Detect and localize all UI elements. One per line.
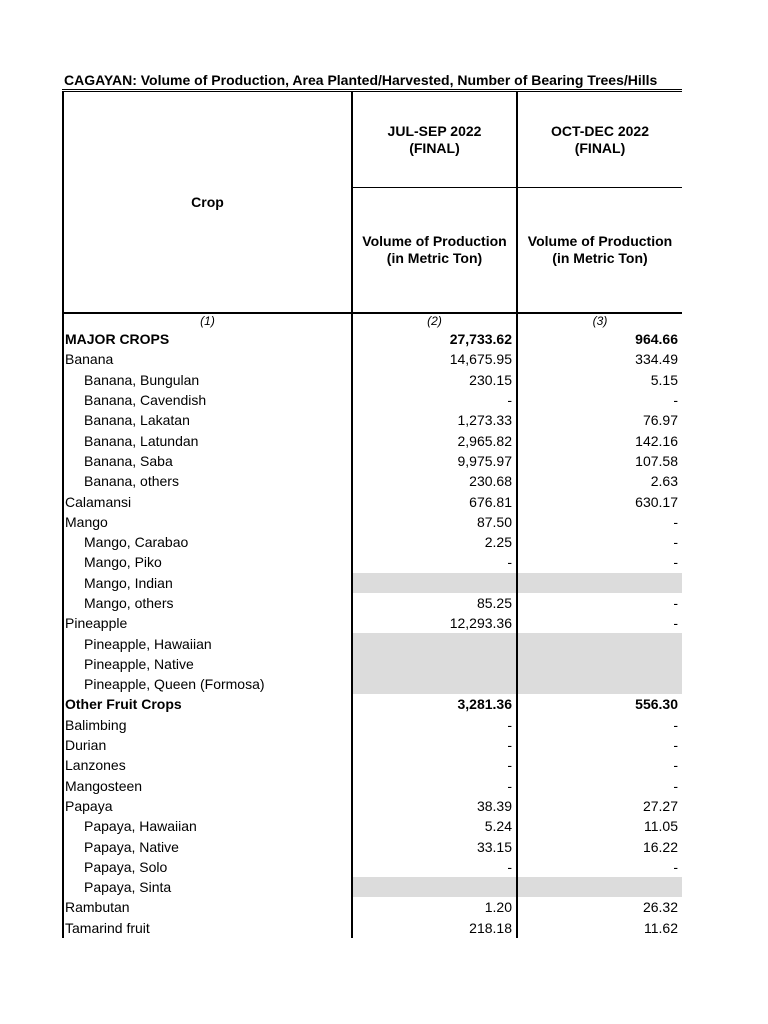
table-row [63,370,682,390]
oct-dec-value-cell [517,877,682,897]
crop-name-cell: Banana, Bungulan [63,370,352,390]
jul-sep-value-cell: 33.15 [352,836,517,856]
oct-dec-value-cell [517,633,682,653]
jul-sep-value-cell: 1.20 [352,897,517,917]
crop-name-cell: Mango, Piko [63,552,352,572]
jul-sep-value-cell: - [352,715,517,735]
oct-dec-value-cell: 76.97 [517,410,682,430]
jul-sep-value-cell [352,654,517,674]
jul-sep-value-cell: 87.50 [352,512,517,532]
table-row [63,430,682,450]
period-header-q3: JUL-SEP 2022 (FINAL) [352,91,517,188]
oct-dec-value-cell: - [517,532,682,552]
crop-name-cell: MAJOR CROPS [63,329,352,349]
unit-header-q4: Volume of Production (in Metric Ton) [517,188,682,314]
table-row [63,918,682,938]
crop-name-cell: Mangosteen [63,776,352,796]
jul-sep-value-cell: 1,273.33 [352,410,517,430]
table-row [63,857,682,877]
table-row [63,836,682,856]
crop-name-cell: Mango, others [63,593,352,613]
crop-name-cell: Calamansi [63,491,352,511]
table-row [63,491,682,511]
table-row [63,877,682,897]
table-row [63,329,682,349]
crop-name-cell: Mango, Carabao [63,532,352,552]
jul-sep-value-cell: 676.81 [352,491,517,511]
jul-sep-value-cell: 14,675.95 [352,349,517,369]
oct-dec-value-cell: 630.17 [517,491,682,511]
crop-name-cell: Papaya, Sinta [63,877,352,897]
table-row [63,410,682,430]
oct-dec-value-cell: 334.49 [517,349,682,369]
jul-sep-value-cell: 230.68 [352,471,517,491]
jul-sep-value-cell: 5.24 [352,816,517,836]
table-row [63,593,682,613]
period-header-q4: OCT-DEC 2022 (FINAL) [517,91,682,188]
oct-dec-value-cell: 5.15 [517,370,682,390]
crop-name-cell: Lanzones [63,755,352,775]
table-row [63,390,682,410]
table-row [63,532,682,552]
jul-sep-value-cell: 218.18 [352,918,517,938]
jul-sep-value-cell: - [352,390,517,410]
crop-name-cell: Rambutan [63,897,352,917]
crop-column-header: Crop [63,91,352,314]
crop-name-cell: Pineapple, Queen (Formosa) [63,674,352,694]
jul-sep-value-cell: 27,733.62 [352,329,517,349]
crop-name-cell: Pineapple [63,613,352,633]
jul-sep-value-cell: 2,965.82 [352,430,517,450]
oct-dec-value-cell: - [517,715,682,735]
crop-name-cell: Pineapple, Native [63,654,352,674]
oct-dec-value-cell: - [517,512,682,532]
crop-name-cell: Papaya, Native [63,836,352,856]
crop-name-cell: Mango, Indian [63,573,352,593]
crop-name-cell: Banana, Latundan [63,430,352,450]
oct-dec-value-cell: 964.66 [517,329,682,349]
table-row [63,512,682,532]
jul-sep-value-cell: 85.25 [352,593,517,613]
oct-dec-value-cell: 27.27 [517,796,682,816]
crop-name-cell: Banana, Saba [63,451,352,471]
crop-name-cell: Banana, Cavendish [63,390,352,410]
oct-dec-value-cell: - [517,593,682,613]
table-body [63,329,682,938]
table-row [63,613,682,633]
table-row [63,755,682,775]
jul-sep-value-cell [352,674,517,694]
jul-sep-value-cell [352,633,517,653]
jul-sep-value-cell: 38.39 [352,796,517,816]
table-row [63,471,682,491]
oct-dec-value-cell: - [517,755,682,775]
column-number-2: (2) [352,313,517,329]
table-row [63,694,682,714]
table-row [63,349,682,369]
oct-dec-value-cell: - [517,776,682,796]
column-number-1: (1) [63,313,352,329]
jul-sep-value-cell: - [352,735,517,755]
oct-dec-value-cell: - [517,857,682,877]
oct-dec-value-cell [517,654,682,674]
table-row [63,674,682,694]
oct-dec-value-cell: - [517,552,682,572]
table-row [63,816,682,836]
jul-sep-value-cell [352,877,517,897]
table-row [63,552,682,572]
jul-sep-value-cell: 3,281.36 [352,694,517,714]
production-table-container [62,89,682,941]
oct-dec-value-cell: 142.16 [517,430,682,450]
oct-dec-value-cell: - [517,735,682,755]
jul-sep-value-cell: 2.25 [352,532,517,552]
crop-name-cell: Balimbing [63,715,352,735]
jul-sep-value-cell [352,573,517,593]
table-row [63,573,682,593]
table-row [63,715,682,735]
crop-name-cell: Mango [63,512,352,532]
table-title: CAGAYAN: Volume of Production, Area Planted/Harvested, Number of Bearing Trees/Hills [64,72,658,88]
table-row [63,633,682,653]
crop-name-cell: Papaya [63,796,352,816]
production-table [62,89,682,938]
crop-name-cell: Papaya, Solo [63,857,352,877]
unit-header-q3: Volume of Production (in Metric Ton) [352,188,517,314]
table-row [63,776,682,796]
oct-dec-value-cell: 11.05 [517,816,682,836]
oct-dec-value-cell: 26.32 [517,897,682,917]
oct-dec-value-cell: 556.30 [517,694,682,714]
crop-name-cell: Other Fruit Crops [63,694,352,714]
oct-dec-value-cell [517,573,682,593]
jul-sep-value-cell: - [352,755,517,775]
crop-name-cell: Durian [63,735,352,755]
column-number-3: (3) [517,313,682,329]
table-row [63,451,682,471]
oct-dec-value-cell: - [517,613,682,633]
oct-dec-value-cell: 2.63 [517,471,682,491]
oct-dec-value-cell [517,674,682,694]
crop-name-cell: Banana, Lakatan [63,410,352,430]
jul-sep-value-cell: 12,293.36 [352,613,517,633]
crop-name-cell: Papaya, Hawaiian [63,816,352,836]
table-row [63,897,682,917]
table-row [63,654,682,674]
oct-dec-value-cell: 107.58 [517,451,682,471]
table-row [63,796,682,816]
oct-dec-value-cell: 11.62 [517,918,682,938]
jul-sep-value-cell: - [352,776,517,796]
crop-name-cell: Banana, others [63,471,352,491]
table-row [63,735,682,755]
crop-name-cell: Tamarind fruit [63,918,352,938]
oct-dec-value-cell: 16.22 [517,836,682,856]
jul-sep-value-cell: 230.15 [352,370,517,390]
jul-sep-value-cell: - [352,857,517,877]
jul-sep-value-cell: 9,975.97 [352,451,517,471]
crop-name-cell: Pineapple, Hawaiian [63,633,352,653]
crop-name-cell: Banana [63,349,352,369]
jul-sep-value-cell: - [352,552,517,572]
oct-dec-value-cell: - [517,390,682,410]
